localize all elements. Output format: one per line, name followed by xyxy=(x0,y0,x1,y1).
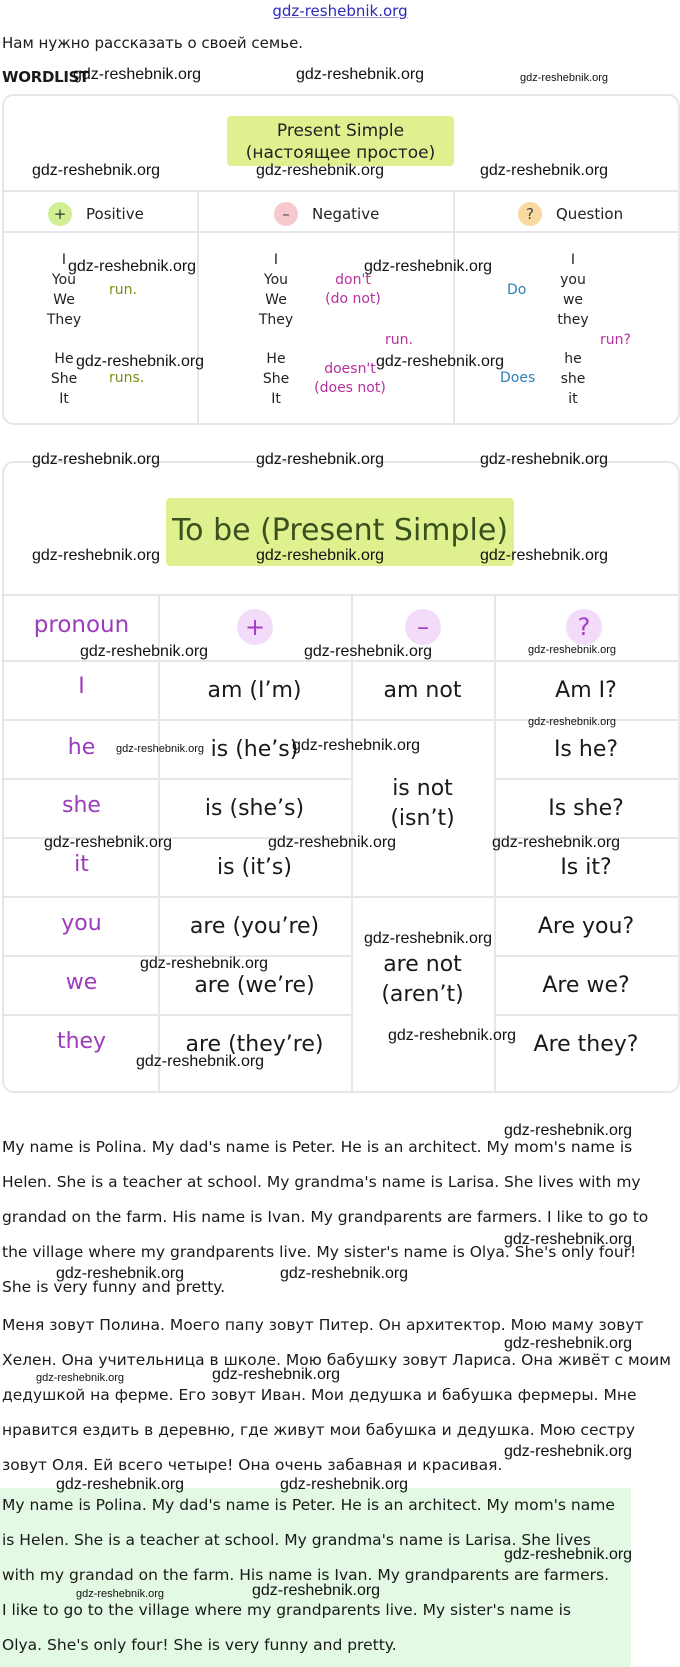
negative-label: Negative xyxy=(312,205,380,223)
negative-am: am not xyxy=(383,678,462,703)
watermark: gdz-reshebnik.org xyxy=(44,834,173,851)
question-it: Is it? xyxy=(560,855,612,880)
pronoun-they: they xyxy=(56,1029,107,1054)
plus-icon: + xyxy=(237,609,273,645)
watermark: gdz-reshebnik.org xyxy=(292,737,421,754)
watermark: gdz-reshebnik.org xyxy=(116,743,205,755)
watermark: gdz-reshebnik.org xyxy=(528,716,617,728)
positive-i: am (I’m) xyxy=(207,678,302,703)
plus-icon: + xyxy=(48,202,72,226)
watermark: gdz-reshebnik.org xyxy=(520,72,609,84)
watermark: gdz-reshebnik.org xyxy=(36,1372,125,1384)
watermark: gdz-reshebnik.org xyxy=(80,643,209,660)
pronoun-we: we xyxy=(65,970,98,995)
positive-you: are (you’re) xyxy=(189,914,320,939)
watermark: gdz-reshebnik.org xyxy=(140,955,269,972)
positive-label: Positive xyxy=(86,205,144,223)
negative-is: is not (isn’t) xyxy=(390,776,455,831)
tb-line xyxy=(4,594,678,596)
question-label: Question xyxy=(556,205,624,223)
watermark: gdz-reshebnik.org xyxy=(256,162,385,179)
watermark: gdz-reshebnik.org xyxy=(480,162,609,179)
tb-line xyxy=(4,1014,351,1016)
watermark: gdz-reshebnik.org xyxy=(268,834,397,851)
negative-verb: run. xyxy=(385,332,413,348)
intro-text: Нам нужно рассказать о своей семье. xyxy=(2,34,304,52)
positive-it: is (it’s) xyxy=(217,855,292,880)
question-header xyxy=(518,201,623,227)
watermark: gdz-reshebnik.org xyxy=(56,1476,185,1493)
pronoun-you: you xyxy=(61,911,102,936)
negative-header xyxy=(274,201,379,227)
question-we: Are we? xyxy=(542,973,630,998)
watermark: gdz-reshebnik.org xyxy=(376,353,505,370)
negative-are: are not (aren’t) xyxy=(381,952,464,1007)
present-simple-title xyxy=(227,116,454,166)
watermark: gdz-reshebnik.org xyxy=(32,162,161,179)
watermark: gdz-reshebnik.org xyxy=(252,1582,381,1599)
watermark: gdz-reshebnik.org xyxy=(212,1366,341,1383)
question-mark-icon: ? xyxy=(566,609,602,645)
positive-he: is (he’s) xyxy=(210,737,299,762)
minus-icon: – xyxy=(274,202,298,226)
positive-we: are (we’re) xyxy=(194,973,315,998)
watermark: gdz-reshebnik.org xyxy=(56,1265,185,1282)
paragraph-russian: Меня зовут Полина. Моего папу зовут Питер. Он архитектор. Мою маму зовут Хелен. Она учительница в школе. Мою бабушку зовут Лариса. Она живёт с моим дедушкой на ферме. Его зовут Иван. Мои дедушка и бабушка фермеры. Мне нравится ездить в деревню, где живут мои бабушка и дедушка. Мою сестру зовут Оля. Ей всего четыре! Она очень забавная и красивая. xyxy=(2,1316,671,1474)
watermark: gdz-reshebnik.org xyxy=(76,353,205,370)
watermark: gdz-reshebnik.org xyxy=(504,1231,633,1248)
watermark: gdz-reshebnik.org xyxy=(296,66,425,83)
question-he: Is he? xyxy=(553,737,619,762)
ps-col-divider-2 xyxy=(453,190,455,423)
positive-header xyxy=(48,201,144,227)
question-she: Is she? xyxy=(548,796,624,821)
negative-aux-2: doesn't (does not) xyxy=(314,361,386,396)
paragraph-english-highlighted: My name is Polina. My dad's name is Peter. He is an architect. My mom's name is Helen. She is a teacher at school. My grandma's name is Larisa. She lives with my grandad on the farm. His name is Ivan. My grandparents are farmers. I like to go to the village where my grandparents live. My sister's name is Olya. She's only four! She is very funny and pretty. xyxy=(0,1488,631,1667)
pronoun-it: it xyxy=(74,852,89,877)
watermark: gdz-reshebnik.org xyxy=(504,1335,633,1352)
watermark: gdz-reshebnik.org xyxy=(364,930,493,947)
ps-col-divider-1 xyxy=(197,190,199,423)
negative-pronouns-2: He She It xyxy=(262,351,290,407)
watermark: gdz-reshebnik.org xyxy=(492,834,621,851)
paragraph-english: My name is Polina. My dad's name is Peter. He is an architect. My mom's name is Helen. She is a teacher at school. My grandma's name is Larisa. She lives with my grandad on the farm. His name is Ivan. My grandparents are farmers. I like to go to the village where my grandparents live. My sister's name is Olya. She's only four! She is very funny and pretty. xyxy=(2,1138,649,1296)
watermark: gdz-reshebnik.org xyxy=(280,1476,409,1493)
positive-pronouns-1: I You We They xyxy=(46,252,82,328)
watermark: gdz-reshebnik.org xyxy=(388,1027,517,1044)
tb-line xyxy=(4,778,351,780)
watermark: gdz-reshebnik.org xyxy=(504,1443,633,1460)
watermark: gdz-reshebnik.org xyxy=(32,547,161,564)
pronoun-he: he xyxy=(67,735,96,760)
pronoun-i: I xyxy=(78,674,85,699)
question-i: Am I? xyxy=(555,678,617,703)
watermark: gdz-reshebnik.org xyxy=(136,1053,265,1070)
watermark: gdz-reshebnik.org xyxy=(304,643,433,660)
positive-they: are (they’re) xyxy=(185,1032,324,1057)
question-mark-icon: ? xyxy=(518,202,542,226)
tb-line xyxy=(494,778,678,780)
tb-line xyxy=(494,896,678,898)
watermark: gdz-reshebnik.org xyxy=(256,547,385,564)
watermark: gdz-reshebnik.org xyxy=(32,451,161,468)
ps-body-divider xyxy=(4,231,678,233)
positive-verb-1: run. xyxy=(109,282,137,298)
negative-pronouns-1: I You We They xyxy=(258,252,294,328)
positive-pronouns-2: He She It xyxy=(50,351,78,407)
watermark: gdz-reshebnik.org xyxy=(528,644,617,656)
tb-line xyxy=(494,955,678,957)
watermark: gdz-reshebnik.org xyxy=(76,1588,165,1600)
question-you: Are you? xyxy=(537,914,635,939)
watermark: gdz-reshebnik.org xyxy=(364,258,493,275)
site-header-link[interactable]: gdz-reshebnik.org xyxy=(272,2,408,20)
to-be-title: To be (Present Simple) xyxy=(166,498,514,566)
present-simple-title-ru: (настоящее простое) xyxy=(245,143,436,163)
pronoun-header: pronoun xyxy=(33,612,130,638)
watermark: gdz-reshebnik.org xyxy=(480,451,609,468)
watermark: gdz-reshebnik.org xyxy=(73,66,202,83)
question-aux-2: Does xyxy=(500,370,536,386)
watermark: gdz-reshebnik.org xyxy=(504,1546,633,1563)
question-pronouns-2: he she it xyxy=(560,351,586,407)
watermark: gdz-reshebnik.org xyxy=(68,258,197,275)
ps-header-divider xyxy=(4,190,678,192)
pronoun-she: she xyxy=(62,793,101,818)
minus-icon: – xyxy=(405,609,441,645)
watermark: gdz-reshebnik.org xyxy=(256,451,385,468)
tb-line xyxy=(4,896,351,898)
question-pronouns-1: I you we they xyxy=(557,252,589,328)
positive-she: is (she’s) xyxy=(204,796,305,821)
watermark: gdz-reshebnik.org xyxy=(480,547,609,564)
positive-verb-2: runs. xyxy=(109,370,145,386)
question-aux-1: Do xyxy=(507,282,527,298)
question-verb: run? xyxy=(600,332,631,348)
watermark: gdz-reshebnik.org xyxy=(504,1122,633,1139)
present-simple-title-en: Present Simple xyxy=(276,121,405,141)
watermark: gdz-reshebnik.org xyxy=(280,1265,409,1282)
tb-line xyxy=(351,896,494,898)
tb-line xyxy=(494,1014,678,1016)
negative-aux-1: don't (do not) xyxy=(325,272,381,307)
wordlist-label: WORDLIST xyxy=(2,68,90,86)
question-they: Are they? xyxy=(533,1032,639,1057)
